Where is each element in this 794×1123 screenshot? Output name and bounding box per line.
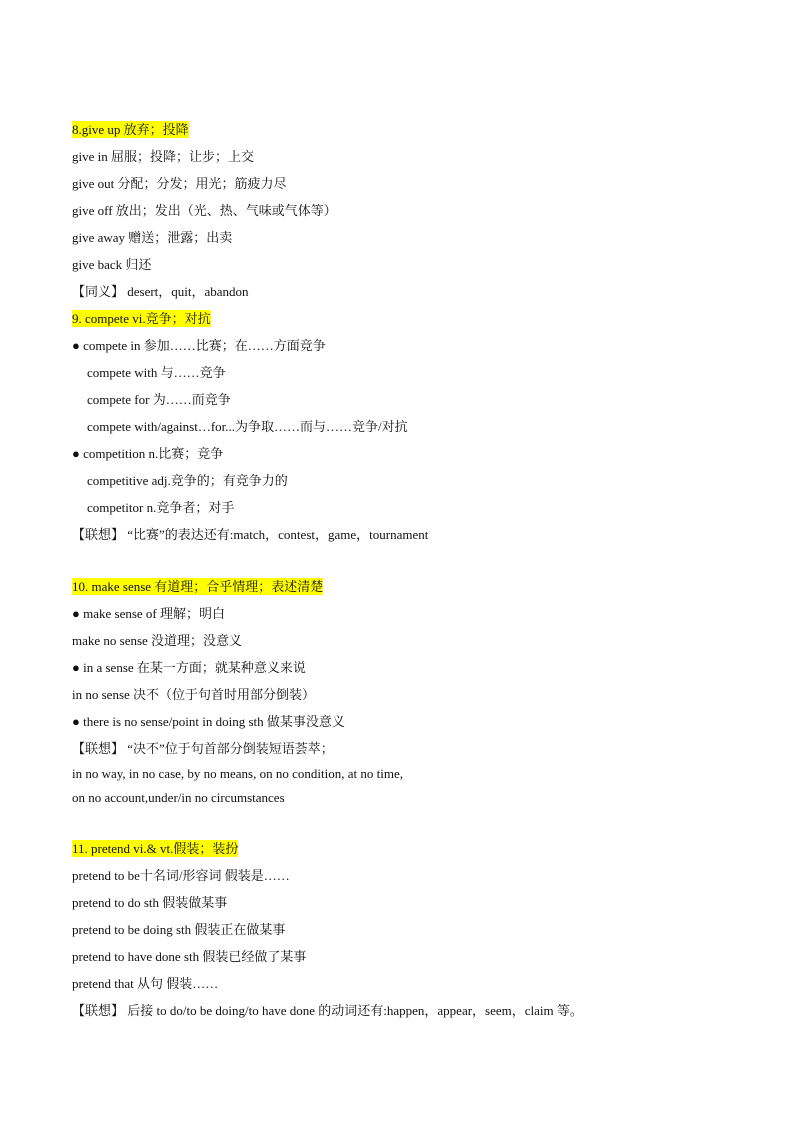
section-9-association: 【联想】 “比赛”的表达还有:match，contest，game，tournament (72, 527, 429, 542)
section-9-line: competitor n.竞争者；对手 (87, 500, 235, 515)
section-10-association: 【联想】 “决不”位于句首部分倒装短语荟萃； (72, 741, 334, 756)
section-10-line: ● there is no sense/point in doing sth 做某事没意义 (72, 714, 345, 729)
section-8-line: give out 分配；分发；用光；筋疲力尽 (72, 176, 287, 191)
section-11-heading-text: 11. pretend vi.& vt.假装；装扮 (72, 841, 239, 856)
section-11-line: pretend to be十名词/形容词 假装是…… (72, 868, 290, 883)
section-spacer (72, 810, 752, 835)
section-9-line: compete for 为……而竞争 (87, 392, 231, 407)
section-9-line: compete with 与……竞争 (87, 365, 226, 380)
section-8-line: give off 放出；发出（光、热、气味或气体等） (72, 203, 337, 218)
section-spacer (72, 548, 752, 573)
section-11-line: pretend to have done sth 假装已经做了某事 (72, 949, 307, 964)
section-11-heading (72, 835, 752, 862)
section-11-line: pretend that 从句 假装…… (72, 976, 219, 991)
section-10-heading-text: 10. make sense 有道理；合乎情理；表述清楚 (72, 579, 324, 594)
section-8-line: give back 归还 (72, 257, 152, 272)
section-10-heading (72, 573, 752, 600)
section-10-line: in no sense 决不（位于句首时用部分倒装） (72, 687, 316, 702)
section-9-heading (72, 305, 752, 332)
section-8-heading-text: 8.give up 放弃；投降 (72, 122, 189, 137)
section-11-line: pretend to do sth 假装做某事 (72, 895, 228, 910)
section-10-phrase-list: in no way, in no case, by no means, on no condition, at no time, (72, 766, 403, 781)
section-11-association: 【联想】 后接 to do/to be doing/to have done 的动词还有:happen，appear，seem，claim 等。 (72, 1003, 583, 1018)
section-9-line: ● compete in 参加……比赛；在……方面竞争 (72, 338, 326, 353)
section-8-heading (72, 116, 752, 143)
section-10-line: make no sense 没道理；没意义 (72, 633, 243, 648)
section-8-synonym: 【同义】 desert，quit，abandon (72, 284, 249, 299)
section-9-line: compete with/against…for...为争取……而与……竞争/对抗 (87, 419, 408, 434)
section-9-heading-text: 9. compete vi.竞争；对抗 (72, 311, 211, 326)
document-page (72, 116, 752, 1024)
section-10-line: ● make sense of 理解；明白 (72, 606, 225, 621)
section-9-line: ● competition n.比赛；竞争 (72, 446, 224, 461)
section-8-line: give in 屈服；投降；让步；上交 (72, 149, 254, 164)
section-10-phrase-list: on no account,under/in no circumstances (72, 790, 285, 805)
section-11-line: pretend to be doing sth 假装正在做某事 (72, 922, 286, 937)
section-9-line: competitive adj.竞争的；有竞争力的 (87, 473, 288, 488)
section-10-line: ● in a sense 在某一方面；就某种意义来说 (72, 660, 306, 675)
section-8-line: give away 赠送；泄露；出卖 (72, 230, 233, 245)
